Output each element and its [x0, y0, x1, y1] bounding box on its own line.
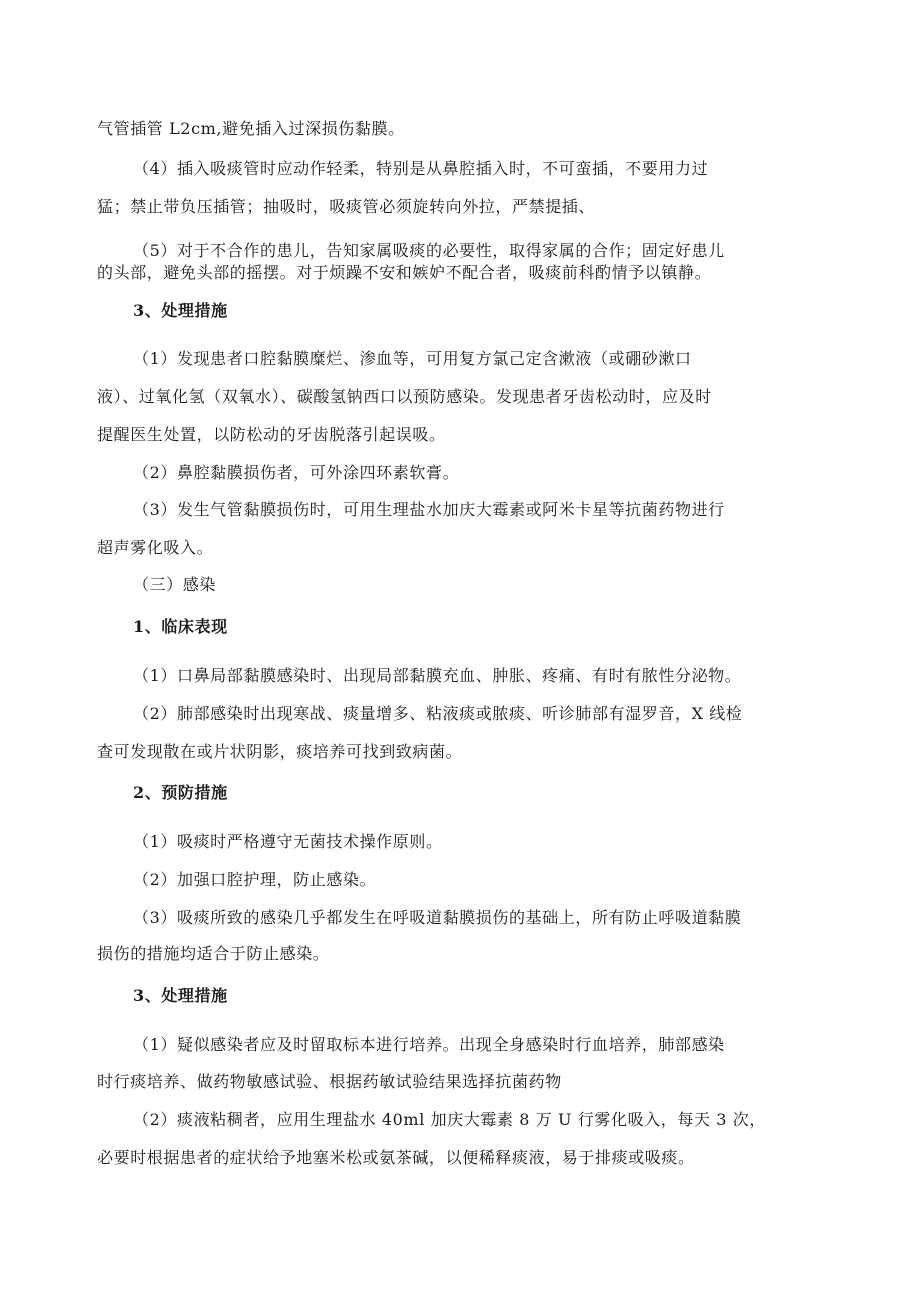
text-line: （1）吸痰时严格遵守无菌技术操作原则。	[133, 832, 443, 851]
section-heading: 3、处理措施	[133, 301, 228, 320]
text-line: （2）加强口腔护理，防止感染。	[133, 870, 377, 889]
text-line: （4）插入吸痰管时应动作轻柔，特别是从鼻腔插入时，不可蛮插，不要用力过	[133, 159, 709, 178]
text-line: 提醒医生处置，以防松动的牙齿脱落引起误吸。	[97, 425, 446, 444]
text-line: （1）发现患者口腔黏膜糜烂、渗血等，可用复方氯己定含漱液（或硼砂漱口	[133, 349, 692, 368]
text-line: （2）痰液粘稠者，应用生理盐水 40ml 加庆大霉素 8 万 U 行雾化吸入，每天 3 次，	[133, 1110, 766, 1129]
text-line: （5）对于不合作的患儿，告知家属吸痰的必要性，取得家属的合作；固定好患儿	[133, 241, 725, 260]
section-heading: 1、临床表现	[133, 617, 228, 636]
text-line: 超声雾化吸入。	[97, 538, 214, 557]
text-line: 液）、过氧化氢（双氧水）、碳酸氢钠西口以预防感染。发现患者牙齿松动时，应及时	[97, 387, 712, 406]
text-line: （2）肺部感染时出现寒战、痰量增多、粘液痰或脓痰、听诊肺部有湿罗音，X 线检	[133, 704, 743, 723]
text-line: 损伤的措施均适合于防止感染。	[97, 944, 330, 963]
text-line: （1）口鼻局部黏膜感染时、出现局部黏膜充血、肿胀、疼痛、有时有脓性分泌物。	[133, 666, 742, 685]
text-line: （1）疑似感染者应及时留取标本进行培养。出现全身感染时行血培养，肺部感染	[133, 1035, 725, 1054]
subsection-heading: （三）感染	[133, 575, 217, 594]
text-line: 气管插管 L2cm,避免插入过深损伤黏膜。	[97, 119, 405, 138]
text-line: 查可发现散在或片状阴影，痰培养可找到致病菌。	[97, 742, 463, 761]
section-heading: 2、预防措施	[133, 783, 228, 802]
section-heading: 3、处理措施	[133, 986, 228, 1005]
text-line: （2）鼻腔黏膜损伤者，可外涂四环素软膏。	[133, 463, 460, 482]
text-line: 的头部，避免头部的摇摆。对于烦躁不安和嫉妒不配合者，吸痰前科酌情予以镇静。	[97, 263, 712, 282]
text-line: 时行痰培养、做药物敏感试验、根据药敏试验结果选择抗菌药物	[97, 1072, 562, 1091]
text-line: 猛；禁止带负压插管；抽吸时，吸痰管必须旋转向外拉，严禁提插、	[97, 197, 596, 216]
text-line: 必要时根据患者的症状给予地塞米松或氨茶碱，以便稀释痰液，易于排痰或吸痰。	[97, 1148, 695, 1167]
text-line: （3）发生气管黏膜损伤时，可用生理盐水加庆大霉素或阿米卡星等抗菌药物进行	[133, 500, 725, 519]
text-line: （3）吸痰所致的感染几乎都发生在呼吸道黏膜损伤的基础上，所有防止呼吸道黏膜	[133, 908, 742, 927]
